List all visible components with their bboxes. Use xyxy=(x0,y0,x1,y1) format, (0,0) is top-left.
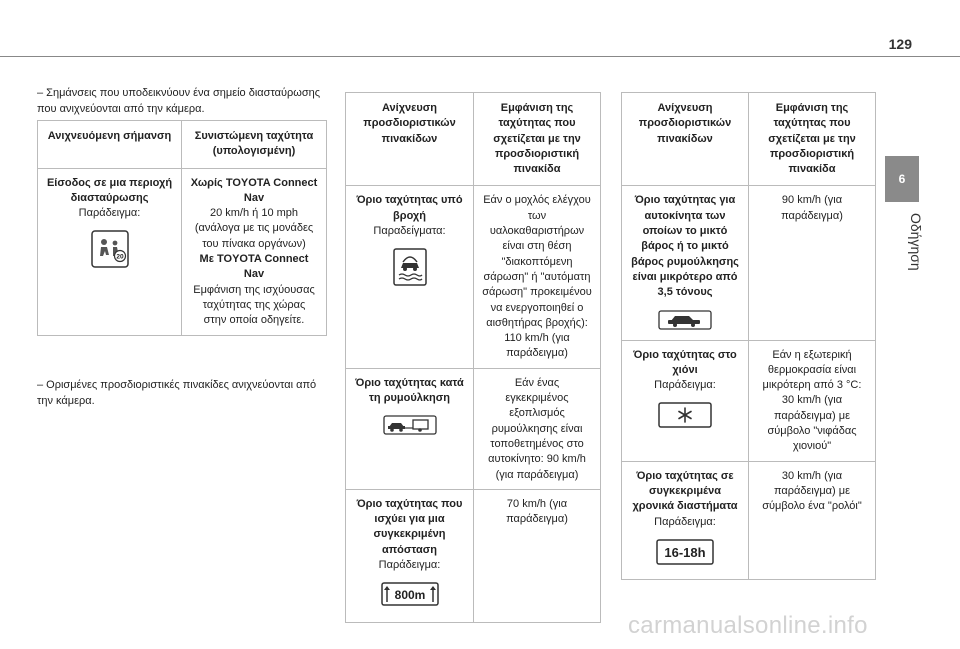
watermark: carmanualsonline.info xyxy=(628,612,868,639)
table-row xyxy=(346,186,601,368)
weight-limit-cell xyxy=(622,186,749,340)
distance-800m-sign-icon xyxy=(381,582,439,606)
table-row xyxy=(346,489,601,622)
table-row xyxy=(346,368,601,489)
header-sign-detection: Ανίχνευση προσδιοριστικών πινακίδων xyxy=(622,93,749,186)
crossing-zone-title: Είσοδος σε μια περιοχή διασταύρωσης xyxy=(46,176,173,204)
time-limit-value: 30 km/h (για παράδειγμα) με σύμβολο ένα "ρολόι" xyxy=(749,461,876,579)
rain-road-sign-icon xyxy=(393,248,427,286)
table-row xyxy=(622,461,876,579)
crossing-zone-table xyxy=(37,120,327,336)
with-connect-nav-text: Εμφάνιση της ισχύουσας ταχύτητας της χώρας στην οποία οδηγείτε. xyxy=(193,283,315,327)
with-connect-nav-title: Με TOYOTA Connect Nav xyxy=(199,253,309,281)
distance-limit-cell xyxy=(346,489,474,622)
qualifying-signs-table-1 xyxy=(345,92,601,623)
intro-paragraph: – Σημάνσεις που υποδεικνύουν ένα σημείο διασταύρωσης που ανιχνεύονται από την κάμερα. xyxy=(37,87,321,115)
header-speed-display: Εμφάνιση της ταχύτητας που σχετίζεται με την προσδιοριστική πινακίδα xyxy=(749,93,876,186)
example-label: Παραδείγματα: xyxy=(373,225,446,238)
chapter-number: 6 xyxy=(898,172,906,186)
towing-limit-cell xyxy=(346,368,474,489)
example-label: Παράδειγμα: xyxy=(654,515,716,528)
rain-limit-value: Εάν ο μοχλός ελέγχου των υαλοκαθαριστήρων είναι στη θέση "διακοπτόμενη σάρωση" ή "αυτόματη σάρωση" προκειμένου να ενεργοποιηθεί ο αισθητήρας βροχής): 110 km/h (για παράδειγμα) xyxy=(474,186,601,368)
snow-limit-value: Εάν η εξωτερική θερμοκρασία είναι μικρότερη από 3 °C: 30 km/h (για παράδειγμα) με σύμβολο "νιφάδας χιονιού" xyxy=(749,340,876,461)
rain-limit-cell xyxy=(346,186,474,368)
time-16-18h-sign-icon xyxy=(656,539,714,565)
example-label: Παράδειγμα: xyxy=(654,379,716,392)
rain-limit-title: Όριο ταχύτητας υπό βροχή xyxy=(356,194,463,222)
without-connect-nav-title: Χωρίς TOYOTA Connect Nav xyxy=(190,176,318,204)
example-label: Παράδειγμα: xyxy=(78,207,141,220)
car-towing-trailer-sign-icon xyxy=(383,415,437,435)
page-number: 129 xyxy=(888,36,912,52)
example-label: Παράδειγμα: xyxy=(378,559,441,572)
svg-text:800m: 800m xyxy=(394,588,425,603)
snow-limit-title: Όριο ταχύτητας στο χιόνι xyxy=(633,348,737,376)
distance-limit-value: 70 km/h (για παράδειγμα) xyxy=(474,489,601,622)
header-speed-display: Εμφάνιση της ταχύτητας που σχετίζεται με την προσδιοριστική πινακίδα xyxy=(474,93,601,186)
table-row xyxy=(38,168,327,335)
time-limit-title: Όριο ταχύτητας σε συγκεκριμένα χρονικά διαστήματα xyxy=(632,469,738,513)
weight-limit-title: Όριο ταχύτητας για αυτοκίνητα των οποίων το μικτό βάρος ή το μικτό βάρος ρυμούλκησης είναι μικρότερο από 3,5 τόνους xyxy=(631,194,739,299)
header-detected-sign: Ανιχνευόμενη σήμανση xyxy=(38,121,182,169)
svg-text:20: 20 xyxy=(115,253,124,261)
recommended-speed-cell xyxy=(182,168,327,335)
distance-limit-title: Όριο ταχύτητας που ισχύει για μια συγκεκριμένη απόσταση xyxy=(356,497,463,556)
top-rule xyxy=(0,56,960,57)
crossing-zone-cell xyxy=(38,168,182,335)
weight-limit-value: 90 km/h (για παράδειγμα) xyxy=(749,186,876,340)
snow-limit-cell xyxy=(622,340,749,461)
car-sign-icon xyxy=(658,310,712,330)
table-row xyxy=(622,340,876,461)
chapter-title: Οδήγηση xyxy=(908,213,924,271)
outro-paragraph: – Ορισμένες προσδιοριστικές πινακίδες ανιχνεύονται από την κάμερα. xyxy=(37,379,317,407)
snowflake-sign-icon xyxy=(658,402,712,428)
without-connect-nav-text: 20 km/h ή 10 mph (ανάλογα με τις μονάδες του πίνακα οργάνων) xyxy=(194,207,314,250)
towing-limit-value: Εάν ένας εγκεκριμένος εξοπλισμός ρυμούλκησης είναι τοποθετημένος στο αυτοκίνητο: 90 km/h (για παράδειγμα) xyxy=(474,368,601,489)
towing-limit-title: Όριο ταχύτητας κατά τη ρυμούλκηση xyxy=(355,376,464,405)
svg-text:16-18h: 16-18h xyxy=(664,544,706,560)
header-sign-detection: Ανίχνευση προσδιοριστικών πινακίδων xyxy=(346,93,474,186)
time-limit-cell xyxy=(622,461,749,579)
zone-crossing-20-sign-icon xyxy=(91,230,129,268)
header-recommended-speed: Συνιστώμενη ταχύτητα (υπολογισμένη) xyxy=(182,121,327,169)
qualifying-signs-table-2 xyxy=(621,92,876,580)
table-row xyxy=(622,186,876,340)
